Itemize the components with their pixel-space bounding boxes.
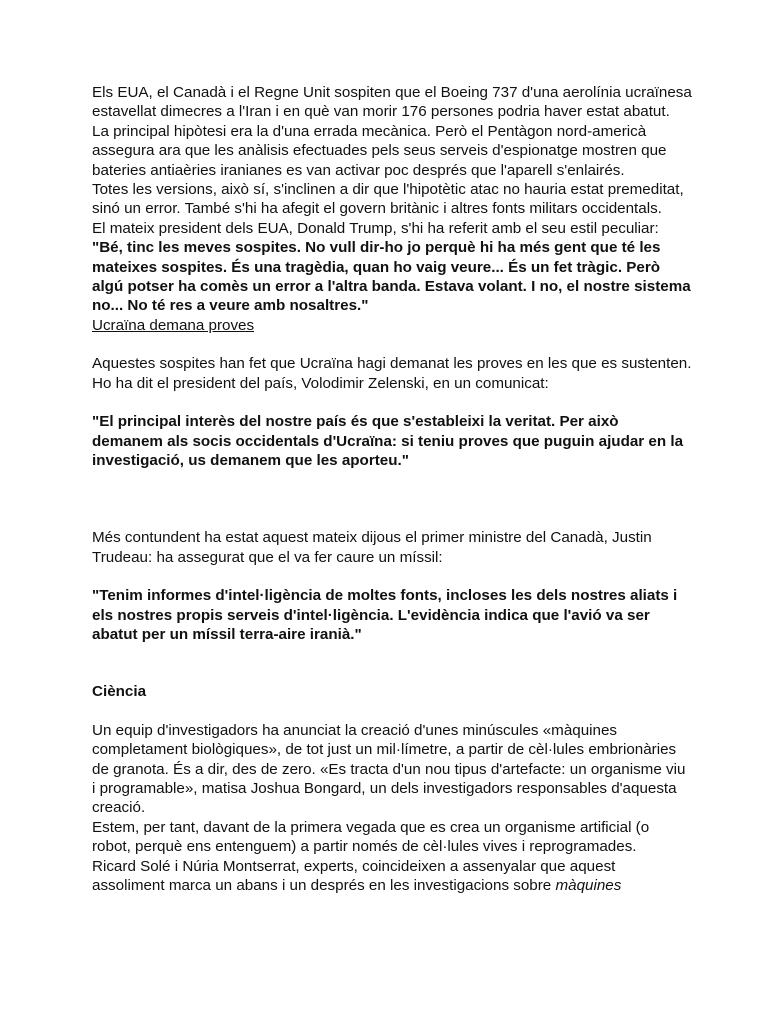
- trudeau-paragraph: Més contundent ha estat aquest mateix dijous el primer ministre del Canadà, Justin Trudeau: ha assegurat que el va fer caure un míssil:: [92, 529, 652, 566]
- zelenski-quote: "El principal interès del nostre país és que s'estableixi la veritat. Per això demanem als socis occidentals d'Ucraïna: si teniu proves que puguin ajudar en la investigació, us demanem que les aporteu.": [92, 413, 684, 469]
- science-paragraph-3-text: Ricard Solé i Núria Montserrat, experts, coincideixen a assenyalar que aquest assoliment marca un abans i un després en les investigacions sobre: [92, 857, 616, 894]
- trump-quote: "Bé, tinc les meves sospites. No vull dir-ho jo perquè hi ha més gent que té les mateixes sospites. És una tragèdia, quan ho vaig veure... És un fet tràgic. Però algú potser ha comès un error a l'altra banda. Estava volant. I no, el nostre sistema no... No té res a veure amb nosaltres.": [92, 239, 691, 315]
- science-paragraph-1: Un equip d'investigadors ha anunciat la creació d'unes minúscules «màquines completament biològiques», de tot just un mil·límetre, a partir de cèl·lules embrionàries de granota. És a dir, des de zero. «Es tracta d'un nou tipus d'artefacte: un organisme viu i programable», matisa Joshua Bongard, un dels investigadors responsables d'aquesta creació.: [92, 721, 686, 817]
- science-paragraph-3-italic: màquines: [555, 877, 622, 894]
- subheading-ukraine: Ucraïna demana proves: [92, 316, 255, 334]
- article-body: [92, 83, 692, 895]
- intro-paragraph-1: Els EUA, el Canadà i el Regne Unit sospiten que el Boeing 737 d'una aerolínia ucraïnesa estavellat dimecres a l'Iran i en què van morir 176 persones podria haver estat abatut.: [92, 84, 692, 121]
- trump-intro: El mateix president dels EUA, Donald Trump, s'hi ha referit amb el seu estil peculiar:: [92, 219, 659, 237]
- spacer: [92, 702, 692, 721]
- spacer: [92, 335, 692, 354]
- section-heading-science: Ciència: [92, 683, 147, 701]
- spacer: [92, 567, 692, 586]
- ukraine-paragraph: Aquestes sospites han fet que Ucraïna hagi demanat les proves en les que es sustenten. Ho ha dit el president del país, Volodimir Zelenski, en un comunicat:: [92, 355, 692, 392]
- spacer: [92, 393, 692, 412]
- trudeau-quote: "Tenim informes d'intel·ligència de moltes fonts, incloses les dels nostres aliats i els nostres propis serveis d'intel·ligència. L'evidència indica que l'avió va ser abatut per un míssil terra-aire iranià.": [92, 587, 678, 643]
- science-paragraph-2: Estem, per tant, davant de la primera vegada que es crea un organisme artificial (o robot, perquè ens entenguem) a partir només de cèl·lules vives i reprogramades.: [92, 818, 650, 856]
- science-paragraph-3: [92, 857, 692, 896]
- intro-paragraph-2: La principal hipòtesi era la d'una errada mecànica. Però el Pentàgon nord-americà assegura ara que les anàlisis efectuades pels seus serveis d'espionatge mostren que bateries antiaèries iranianes es van activar poc després que l'aparell s'enlairés.: [92, 122, 667, 179]
- intro-paragraph-3: Totes les versions, això sí, s'inclinen a dir que l'hipotètic atac no hauria estat premeditat, sinó un error. També s'hi ha afegit el govern britànic i altres fonts militars occidentals.: [92, 181, 684, 218]
- spacer: [92, 644, 692, 682]
- spacer: [92, 470, 692, 528]
